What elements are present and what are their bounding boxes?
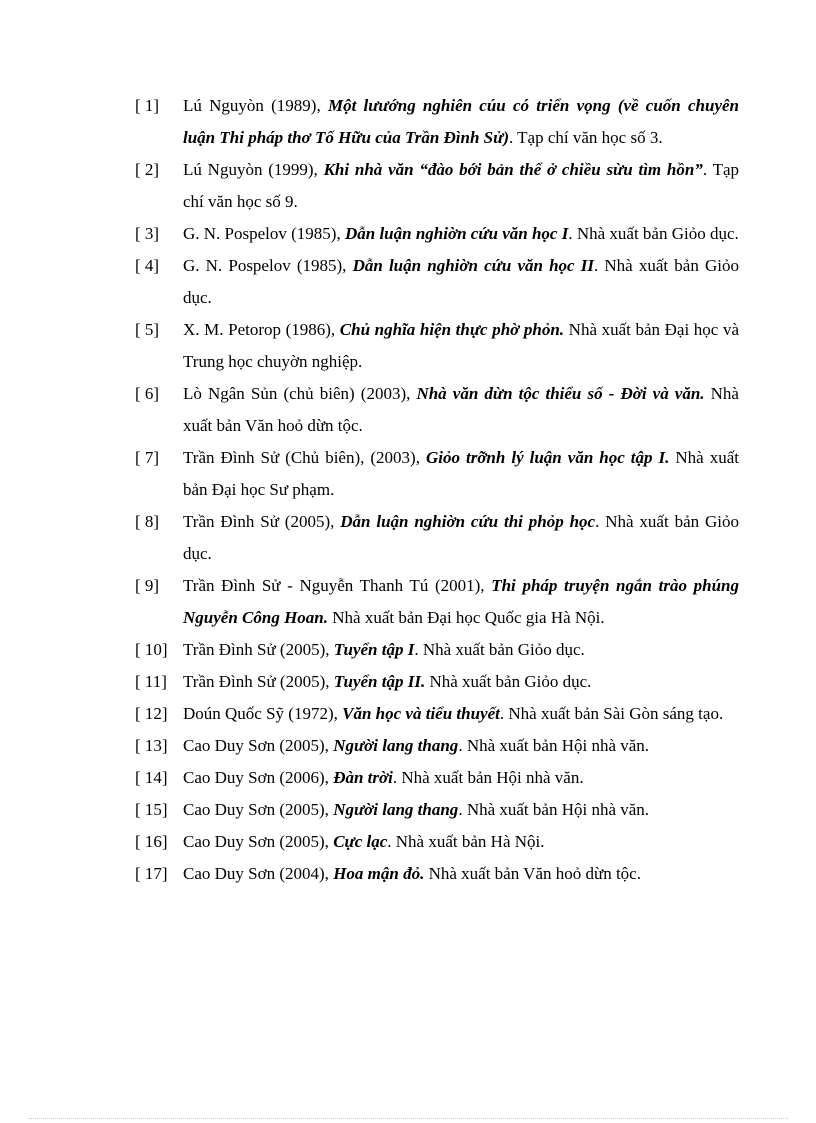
- reference-source: Nhà xuất bản Văn hoỏ dừn tộc.: [424, 864, 641, 883]
- reference-author-year: Trần Đình Sử (2005),: [183, 512, 341, 531]
- reference-item: [135, 730, 739, 762]
- reference-title: Dẫn luận nghiờn cứu thi phỏp học: [340, 512, 596, 531]
- reference-title: Chủ nghĩa hiện thực phờ phỏn.: [339, 320, 565, 339]
- reference-item: [135, 506, 739, 570]
- reference-author-year: Trần Đình Sử (2005),: [183, 672, 334, 691]
- reference-source: . Tạp chí văn học số 3.: [508, 128, 663, 147]
- reference-author-year: Lú Nguyòn (1989),: [183, 96, 328, 115]
- reference-text: [183, 378, 739, 442]
- reference-title: Nhà văn dừn tộc thiểu số - Đời và văn.: [416, 384, 705, 403]
- reference-title: Người lang thang: [333, 800, 459, 819]
- reference-text: [183, 506, 739, 570]
- reference-source: Nhà xuất bản Đại học và Trung học chuyờn nghiệp.: [183, 320, 739, 371]
- reference-number: [ 13]: [135, 736, 168, 755]
- reference-number: [ 16]: [135, 832, 168, 851]
- reference-source: . Nhà xuất bản Giỏo dục.: [183, 512, 739, 563]
- reference-title: Hoa mận đỏ.: [333, 864, 425, 883]
- reference-author-year: Lú Nguyòn (1999),: [183, 160, 324, 179]
- reference-title: Một lưướng nghiên cúu có triển vọng (về cuốn chuyên luận Thi pháp thơ Tố Hữu của Trần Đình Sử): [183, 96, 739, 147]
- reference-author-year: Lò Ngân Sủn (chủ biên) (2003),: [183, 384, 417, 403]
- reference-title: Tuyển tập I: [333, 640, 415, 659]
- reference-text: [183, 794, 739, 826]
- reference-number: [ 17]: [135, 864, 168, 883]
- reference-author-year: Cao Duy Sơn (2005),: [183, 800, 334, 819]
- reference-author-year: Cao Duy Sơn (2005),: [183, 736, 334, 755]
- reference-source: . Nhà xuất bản Hội nhà văn.: [458, 736, 650, 755]
- reference-source: . Nhà xuất bản Giỏo dục.: [414, 640, 585, 659]
- reference-item: [135, 250, 739, 314]
- reference-number: [ 10]: [135, 640, 168, 659]
- reference-text: [183, 762, 739, 794]
- reference-number: [ 11]: [135, 672, 167, 691]
- reference-item: [135, 634, 739, 666]
- reference-item: [135, 218, 739, 250]
- reference-author-year: Trần Đình Sử (2005),: [183, 640, 334, 659]
- reference-number: [ 15]: [135, 800, 168, 819]
- reference-item: [135, 666, 739, 698]
- reference-item: [135, 794, 739, 826]
- reference-text: [183, 570, 739, 634]
- reference-number: [ 3]: [135, 224, 160, 243]
- reference-number: [ 14]: [135, 768, 168, 787]
- reference-text: [183, 90, 739, 154]
- reference-number: [ 5]: [135, 320, 160, 339]
- reference-text: [183, 730, 739, 762]
- reference-item: [135, 826, 739, 858]
- reference-text: [183, 826, 739, 858]
- reference-item: [135, 378, 739, 442]
- reference-author-year: Trần Đình Sử - Nguyễn Thanh Tú (2001),: [183, 576, 492, 595]
- reference-number: [ 2]: [135, 160, 160, 179]
- reference-number: [ 9]: [135, 576, 160, 595]
- reference-author-year: Doún Quốc Sỹ (1972),: [183, 704, 343, 723]
- reference-number: [ 1]: [135, 96, 160, 115]
- reference-source: Nhà xuất bản Văn hoỏ dừn tộc.: [183, 384, 739, 435]
- reference-title: Cực lạc: [333, 832, 388, 851]
- reference-source: . Nhà xuất bản Hội nhà văn.: [458, 800, 650, 819]
- reference-author-year: Cao Duy Sơn (2005),: [183, 832, 334, 851]
- reference-title: Tuyển tập II.: [333, 672, 426, 691]
- reference-source: . Nhà xuất bản Hà Nội.: [387, 832, 545, 851]
- reference-author-year: X. M. Petorop (1986),: [183, 320, 340, 339]
- reference-author-year: G. N. Pospelov (1985),: [183, 224, 345, 243]
- reference-source: . Tạp chí văn học số 9.: [183, 160, 739, 211]
- reference-title: Thi pháp truyện ngắn trào phúng Nguyễn Công Hoan.: [183, 576, 739, 627]
- reference-item: [135, 762, 739, 794]
- reference-number: [ 4]: [135, 256, 160, 275]
- reference-author-year: Cao Duy Sơn (2006),: [183, 768, 334, 787]
- reference-title: Khi nhà văn “đào bới bản thể ở chiều sừu tìm hồn”: [323, 160, 703, 179]
- reference-source: . Nhà xuất bản Hội nhà văn.: [392, 768, 584, 787]
- reference-source: Nhà xuất bản Đại học Quốc gia Hà Nội.: [328, 608, 605, 627]
- reference-item: [135, 570, 739, 634]
- reference-item: [135, 858, 739, 890]
- reference-item: [135, 698, 739, 730]
- reference-item: [135, 90, 739, 154]
- reference-text: [183, 634, 739, 666]
- reference-text: [183, 698, 739, 730]
- reference-number: [ 12]: [135, 704, 168, 723]
- reference-item: [135, 442, 739, 506]
- reference-text: [183, 218, 739, 250]
- reference-number: [ 8]: [135, 512, 160, 531]
- reference-title: Đàn trời: [333, 768, 393, 787]
- reference-text: [183, 314, 739, 378]
- reference-title: Dẫn luận nghiờn cứu văn học II: [352, 256, 594, 275]
- reference-text: [183, 442, 739, 506]
- page-bottom-divider: [28, 1118, 788, 1119]
- reference-text: [183, 250, 739, 314]
- reference-source: Nhà xuất bản Đại học Sư phạm.: [183, 448, 739, 499]
- reference-title: Dẫn luận nghiờn cứu văn học I: [344, 224, 569, 243]
- reference-number: [ 6]: [135, 384, 160, 403]
- reference-source: Nhà xuất bản Giỏo dục.: [425, 672, 592, 691]
- reference-source: . Nhà xuất bản Sài Gòn sáng tạo.: [499, 704, 724, 723]
- reference-number: [ 7]: [135, 448, 160, 467]
- reference-source: . Nhà xuất bản Giỏo dục.: [568, 224, 739, 243]
- reference-text: [183, 154, 739, 218]
- reference-list: [135, 90, 739, 890]
- reference-title: Giỏo trỡnh lý luận văn học tập I.: [425, 448, 670, 467]
- reference-item: [135, 154, 739, 218]
- reference-title: Người lang thang: [333, 736, 459, 755]
- reference-source: . Nhà xuất bản Giỏo dục.: [183, 256, 739, 307]
- reference-text: [183, 666, 739, 698]
- reference-item: [135, 314, 739, 378]
- reference-title: Văn học và tiểu thuyết: [342, 704, 500, 723]
- reference-author-year: Cao Duy Sơn (2004),: [183, 864, 334, 883]
- reference-author-year: G. N. Pospelov (1985),: [183, 256, 353, 275]
- reference-text: [183, 858, 739, 890]
- reference-author-year: Trần Đình Sử (Chủ biên), (2003),: [183, 448, 426, 467]
